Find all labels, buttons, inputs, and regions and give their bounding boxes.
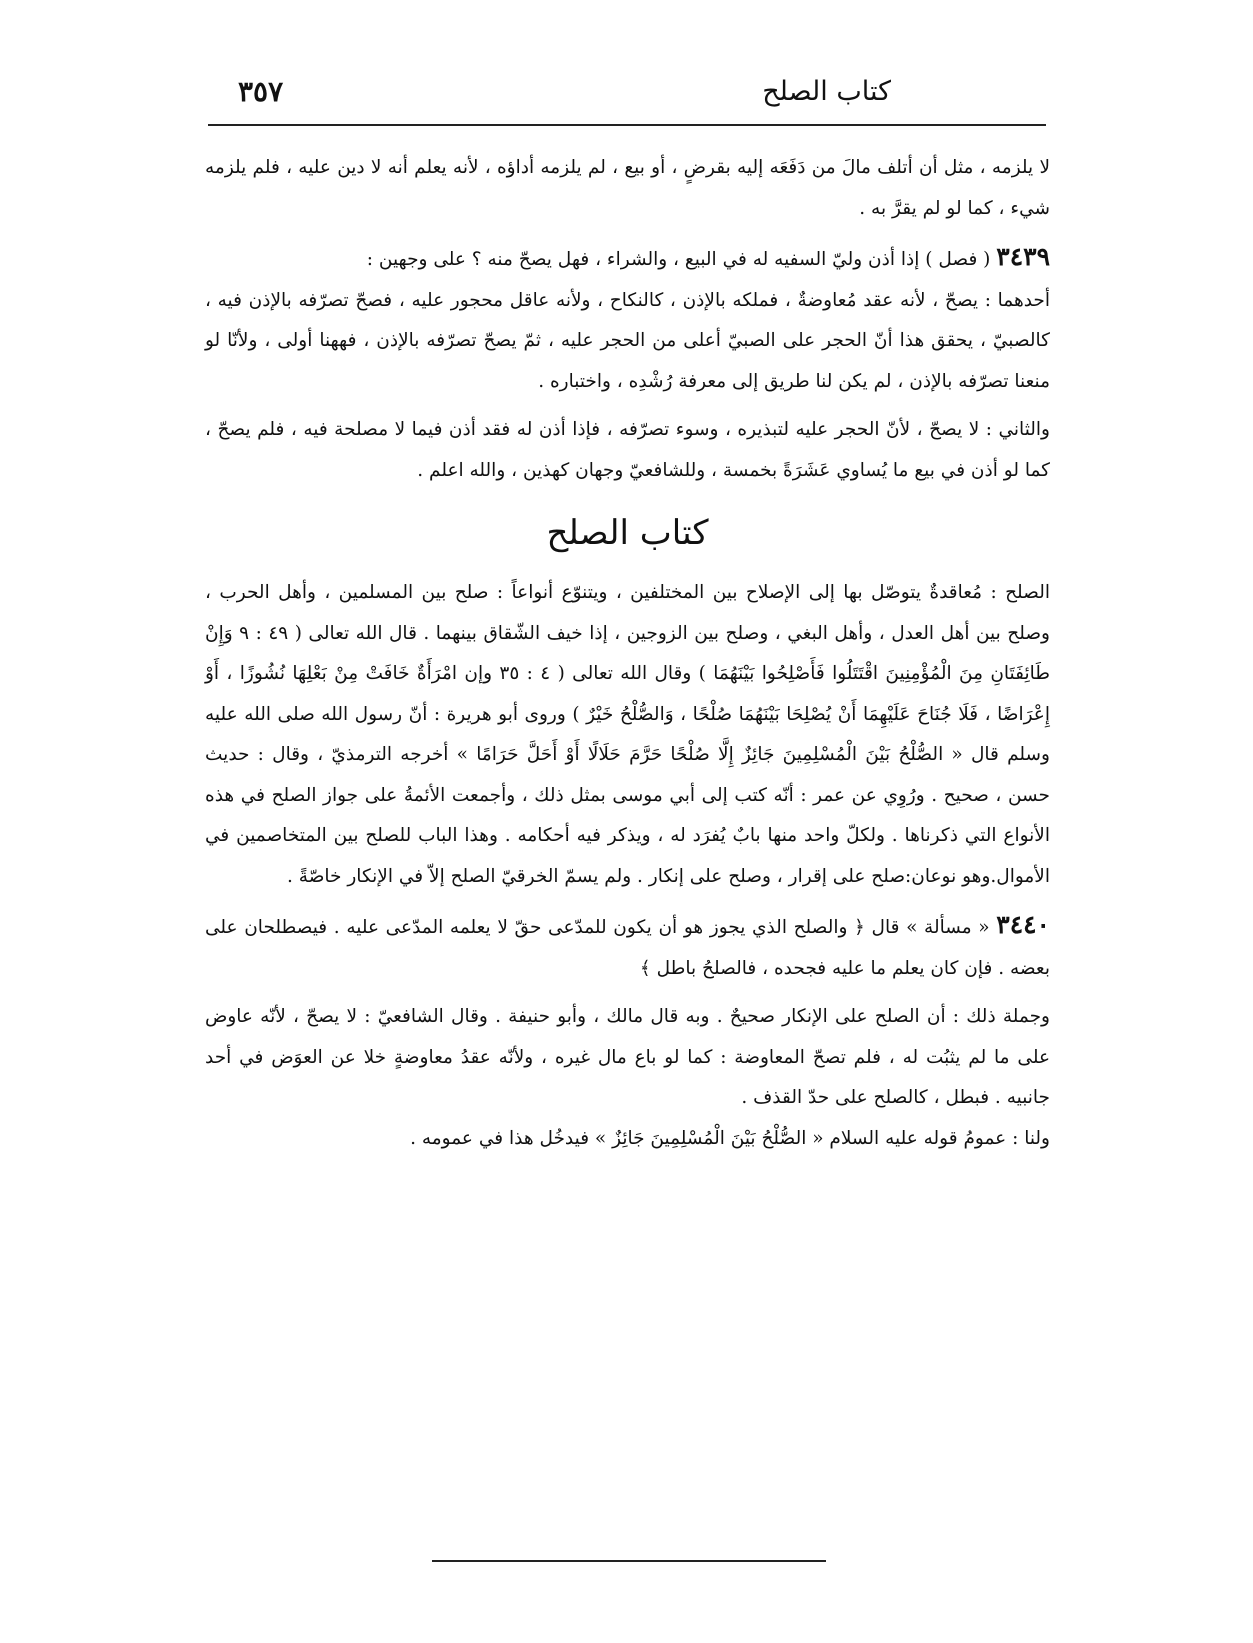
page-number: ٣٥٧	[238, 75, 284, 108]
paragraph-section-3439	[205, 237, 1050, 281]
spacer	[205, 229, 1050, 237]
paragraph-issue-3440	[205, 905, 1050, 989]
spacer	[205, 897, 1050, 905]
paragraph-response: ولنا : عمومُ قوله عليه السلام « الصُّلْحُ بَيْنَ الْمُسْلِمِينَ جَائِزٌ » فيدخُل هذا في عمومه .	[410, 1127, 1050, 1149]
issue-text: « مسألة » قال ﴿ والصلح الذي يجوز هو أن يكون للمدّعى حقّ لا يعلمه المدّعى عليه . فيصطلحان على بعضه . فإن كان يعلم ما عليه فجحده ، فالصلحُ باطل ﴾	[205, 917, 1050, 979]
spacer	[205, 989, 1050, 997]
paragraph-summary: وجملة ذلك : أن الصلح على الإنكار صحيحٌ . وبه قال مالك ، وأبو حنيفة . وقال الشافعيّ : لا يصحّ ، لأنّه عاوض على ما لم يثبُت له ، فلم تصحّ المعاوضة : كما لو باع مال غيره ، ولأنّه عقدُ معاوضةٍ خلا عن العوَض في أحد جانبيه . فبطل ، كالصلح على حدّ القذف .	[205, 1006, 1050, 1108]
header-rule	[208, 124, 1046, 126]
page-body	[205, 148, 1050, 1159]
chapter-title: كتاب الصلح	[546, 513, 709, 553]
footer-rule	[432, 1560, 826, 1562]
paragraph-second-view: والثاني : لا يصحّ ، لأنّ الحجر عليه لتبذيره ، وسوء تصرّفه ، فإذا أذن له فقد أذن فيما لا مصلحة فيه ، فلم يصحّ ، كما لو أذن في بيع ما يُساوي عَشَرَةً بخمسة ، وللشافعيّ وجهان كهذين ، والله اعلم .	[205, 419, 1050, 481]
running-header	[208, 72, 1046, 124]
paragraph-definition: الصلح : مُعاقدةٌ يتوصّل بها إلى الإصلاح بين المختلفين ، ويتنوّع أنواعاً : صلح بين المسلمين ، وأهل الحرب ، وصلح بين أهل العدل ، وأهل البغي ، وصلح بين الزوجين ، إذا خيف الشّقاق بينهما . قال الله تعالى ( ٤٩ : ٩ وَإِنْ طَائِفَتَانِ مِنَ الْمُؤْمِنِينَ اقْتَتَلُوا فَأَصْلِحُوا بَيْنَهُمَا ) وقال الله تعالى ( ٤ : ٣٥ وإن امْرَأَةٌ خَافَتْ مِنْ بَعْلِهَا نُشُوزًا ، أَوْ إِعْرَاضًا ، فَلَا جُنَاحَ عَلَيْهِمَا أَنْ يُصْلِحَا بَيْنَهُمَا صُلْحًا ، وَالصُّلْحُ خَيْرٌ ) وروى أبو هريرة : أنّ رسول الله صلى الله عليه وسلم قال « الصُّلْحُ بَيْنَ الْمُسْلِمِينَ جَائِزٌ إِلَّا صُلْحًا حَرَّمَ حَلَالًا أَوْ أَحَلَّ حَرَامًا » أخرجه الترمذيّ ، وقال : حديث حسن ، صحيح . ورُوِي عن عمر : أنّه كتب إلى أبي موسى بمثل ذلك ، وأجمعت الأئمةُ على جواز الصلح في هذه الأنواع التي ذكرناها . ولكلّ واحد منها بابٌ يُفرَد له ، ويذكر فيه أحكامه . وهذا الباب للصلح بين المتخاصمين في الأموال.وهو نوعان:صلح على إقرار ، وصلح على إنكار . ولم يسمّ الخرقيّ الصلح إلاّ في الإنكار خاصّةً .	[205, 582, 1051, 887]
paragraph-first-view: أحدهما : يصحّ ، لأنه عقد مُعاوضةٌ ، فملكه بالإذن ، كالنكاح ، ولأنه عاقل محجور عليه ، فصحّ تصرّفه بالإذن فيه ، كالصبيّ ، يحقق هذا أنّ الحجر على الصبيّ أعلى من الحجر عليه ، ثمّ يصحّ تصرّفه بالإذن ، فههنا أولى ، ولأنّا لو منعنا تصرّفه بالإذن ، لم يكن لنا طريق إلى معرفة رُشْدِه ، واختباره .	[205, 289, 1050, 392]
spacer	[205, 402, 1050, 410]
issue-number: ٣٤٤٠	[996, 910, 1050, 939]
paragraph-continued: لا يلزمه ، مثل أن أتلف مالَ من دَفَعَه إليه بقرضٍ ، أو بيع ، لم يلزمه أداؤه ، لأنه يعلم أنه لا دين عليه ، فلم يلزمه شيء ، كما لو لم يقرَّ به .	[205, 157, 1050, 219]
section-number: ٣٤٣٩	[996, 242, 1050, 271]
section-text: ( فصل ) إذا أذن وليّ السفيه له في البيع ، والشراء ، فهل يصحّ منه ؟ على وجهين :	[366, 249, 991, 270]
running-title: كتاب الصلح	[762, 76, 891, 107]
